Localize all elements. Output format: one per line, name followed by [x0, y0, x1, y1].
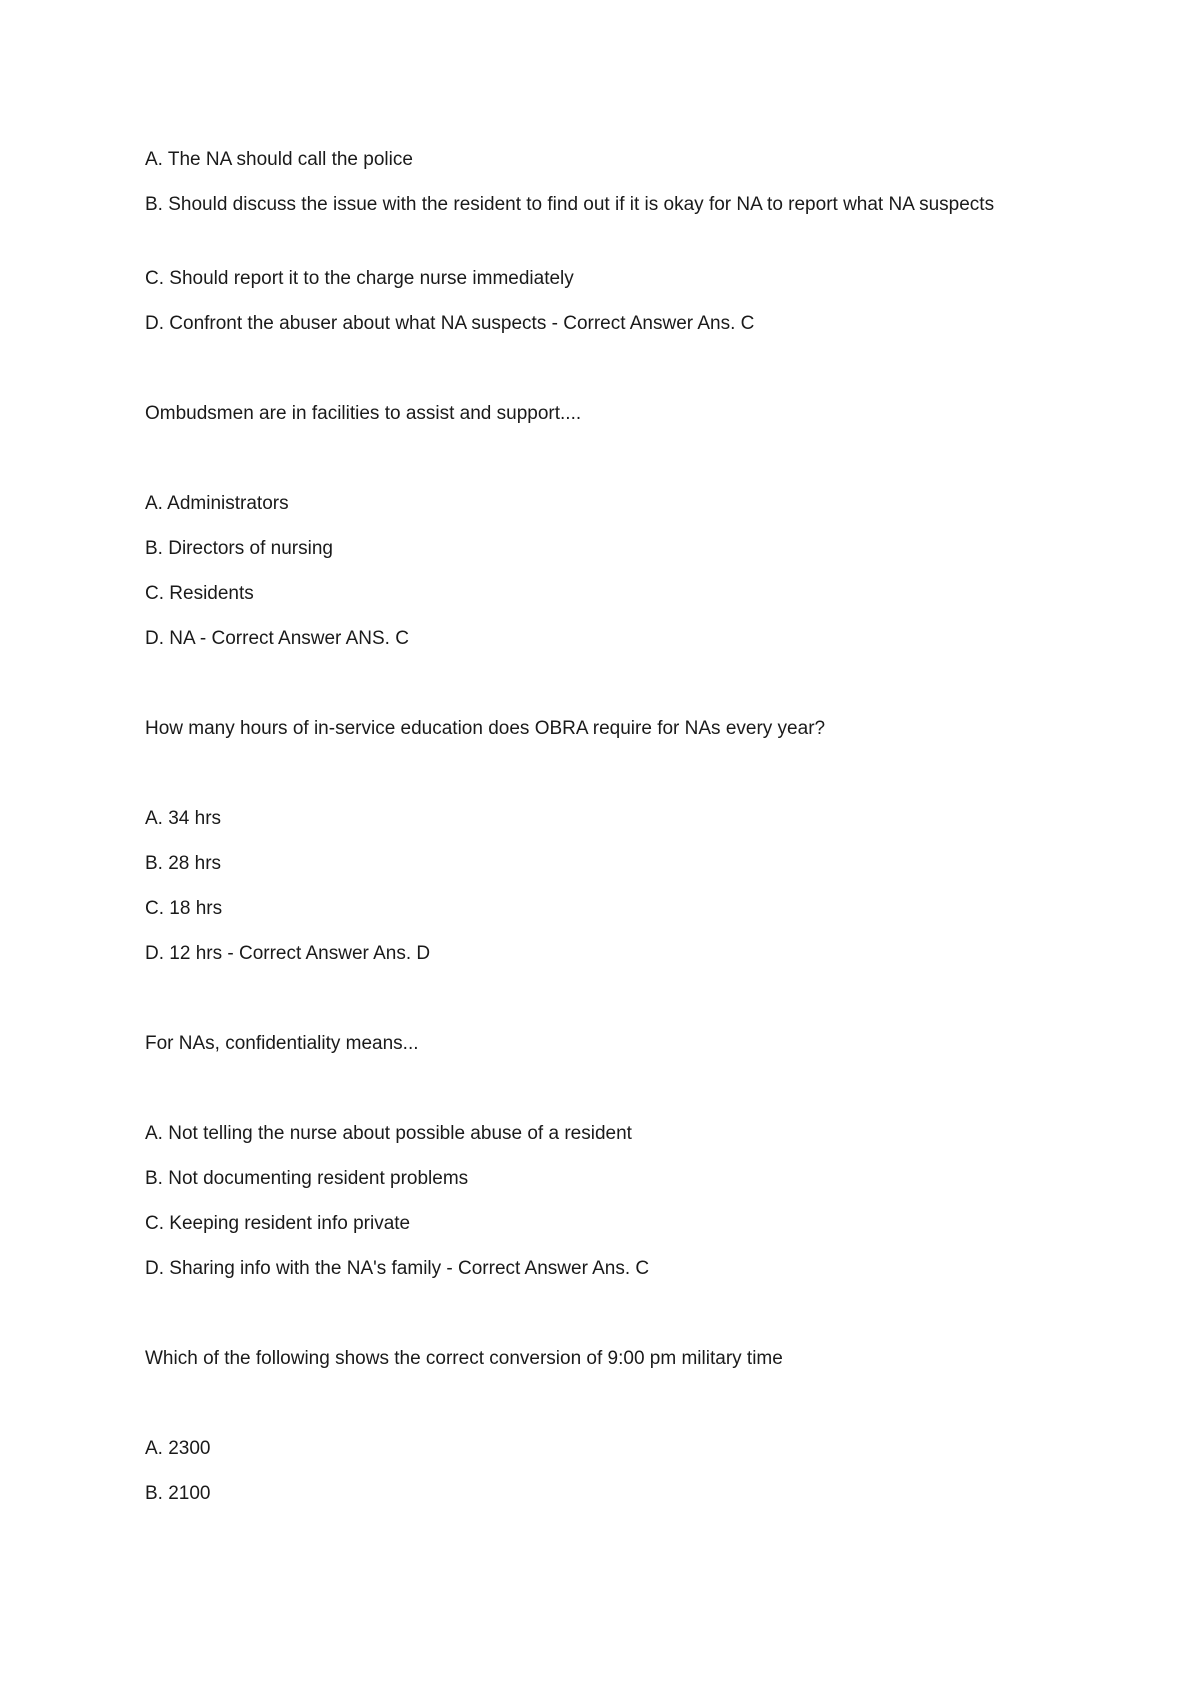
- answer-option: A. Not telling the nurse about possible abuse of a resident: [145, 1123, 632, 1144]
- answer-option-with-answer: D. Sharing info with the NA's family - Correct Answer Ans. C: [145, 1258, 650, 1279]
- question-text: Which of the following shows the correct conversion of 9:00 pm military time: [145, 1348, 783, 1369]
- question-text: How many hours of in-service education does OBRA require for NAs every year?: [145, 718, 826, 739]
- answer-option-with-answer: D. Confront the abuser about what NA suspects - Correct Answer Ans. C: [145, 313, 755, 334]
- answer-option: A. Administrators: [145, 493, 289, 514]
- answer-option: B. Not documenting resident problems: [145, 1168, 469, 1189]
- answer-option: C. Residents: [145, 583, 254, 604]
- answer-option-with-answer: D. NA - Correct Answer ANS. C: [145, 628, 409, 649]
- answer-option-with-answer: D. 12 hrs - Correct Answer Ans. D: [145, 943, 431, 964]
- answer-option: C. 18 hrs: [145, 898, 223, 919]
- answer-option: A. 34 hrs: [145, 808, 222, 829]
- answer-option: B. 2100: [145, 1483, 211, 1504]
- answer-option: C. Keeping resident info private: [145, 1213, 411, 1234]
- question-text: For NAs, confidentiality means...: [145, 1033, 419, 1054]
- answer-option: B. 28 hrs: [145, 853, 222, 874]
- question-text: Ombudsmen are in facilities to assist and support....: [145, 403, 582, 424]
- answer-option: B. Directors of nursing: [145, 538, 333, 559]
- answer-option: C. Should report it to the charge nurse immediately: [145, 268, 574, 289]
- answer-option: A. 2300: [145, 1438, 211, 1459]
- answer-option: B. Should discuss the issue with the resident to find out if it is okay for NA to report what NA suspects: [145, 194, 995, 215]
- answer-option: A. The NA should call the police: [145, 149, 413, 170]
